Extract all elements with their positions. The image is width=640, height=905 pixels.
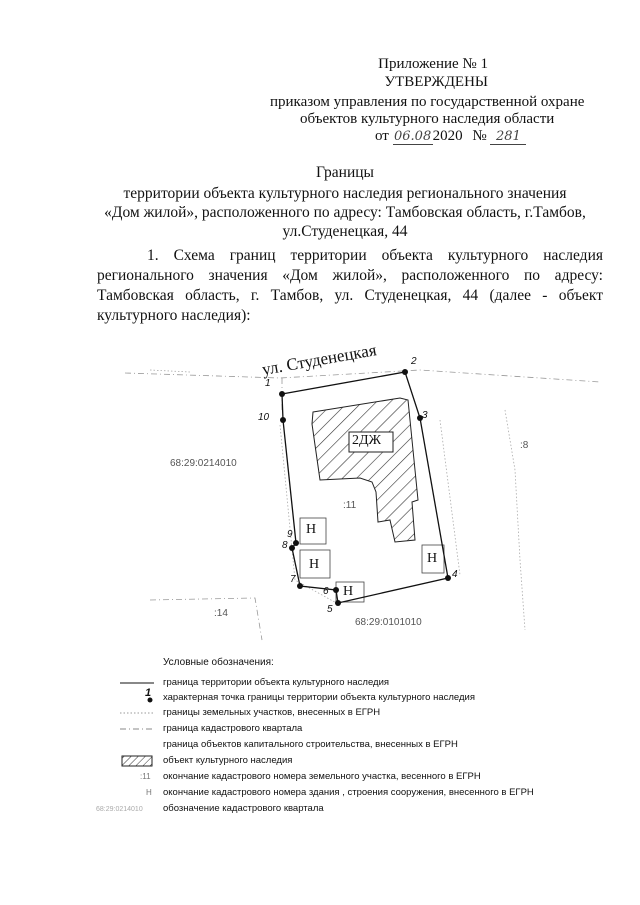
legend-row-heritage-object [118, 755, 598, 767]
building-n-3-label: Н [343, 584, 354, 599]
point-8-label: 8 [282, 540, 288, 551]
paragraph-1 [97, 246, 603, 326]
heritage-building-main [312, 398, 418, 542]
cadastral-quarter-left: 68:29:0214010 [170, 458, 237, 469]
parcel-8: :8 [520, 440, 529, 451]
legend-text-parcels: границы земельных участков, внесенных в ЕГРН [163, 707, 381, 718]
building-n-4-label: Н [427, 551, 438, 566]
paragraph-line-2: регионального значения «Дом жилой», расположенного по адресу: [97, 267, 603, 284]
legend-row-parcel-number [118, 771, 598, 783]
legend-point-num: 1 [145, 687, 152, 699]
title-line-4: ул.Студенецкая, 44 [282, 223, 408, 240]
legend-row-quarter [118, 723, 598, 735]
paragraph-line-4: культурного наследия): [97, 307, 251, 324]
point-5-label: 5 [327, 604, 333, 615]
paragraph-line-3: Тамбовская область, г. Тамбов, ул. Студенецкая, 44 (далее - объект [97, 287, 603, 304]
date-prefix: от [375, 128, 389, 144]
legend-text-quarter-label: обозначение кадастрового квартала [163, 803, 324, 814]
point-4-label: 4 [452, 569, 458, 580]
order-line-1: приказом управления по государственной охране [270, 94, 585, 110]
point-3-label: 3 [422, 410, 428, 421]
legend-row-buildings [118, 739, 598, 751]
legend-row-quarter-label [96, 803, 598, 815]
parcel-boundary-icon [118, 707, 156, 719]
number-handwritten: 281 [490, 129, 526, 145]
order-line-2: объектов культурного наследия области [300, 111, 555, 127]
legend-text-heritage-object: объект культурного наследия [163, 755, 293, 766]
paragraph-line-1: 1. Схема границ территории объекта культурного наследия [147, 247, 603, 264]
legend-building-symbol: Н [146, 788, 152, 797]
point-2-label: 2 [411, 356, 417, 367]
legend-text-buildings: граница объектов капитального строительства, внесенных в ЕГРН [163, 739, 458, 750]
title-line-2: территории объекта культурного наследия регионального значения [123, 185, 567, 202]
legend-quarter-symbol: 68:29:0214010 [96, 806, 143, 813]
legend-text-quarter: граница кадастрового квартала [163, 723, 303, 734]
point-9-label: 9 [287, 529, 293, 540]
parcel-14: :14 [214, 608, 228, 619]
number-sign: № [472, 128, 487, 144]
legend-text-point: характерная точка границы территории объекта культурного наследия [163, 692, 475, 703]
legend-row-territory [118, 677, 598, 689]
point-6-label: 6 [323, 586, 329, 597]
point-10-label: 10 [258, 412, 270, 423]
title-line-1: Границы [316, 164, 374, 181]
parcel-11: :11 [343, 500, 357, 511]
legend-parcel-symbol: :11 [140, 772, 151, 781]
legend-title: Условные обозначения: [163, 657, 274, 668]
approval-header [260, 55, 580, 91]
year: 2020 [432, 128, 463, 144]
legend-row-parcels [118, 707, 598, 719]
date-handwritten: 06.08 [394, 129, 432, 144]
document-title [60, 163, 630, 241]
legend-text-territory: граница территории объекта культурного наследия [163, 677, 390, 688]
building-n-1-label: Н [306, 522, 317, 537]
appendix-label: Приложение № 1 [378, 56, 488, 72]
legend-row-building-number [118, 787, 598, 799]
building-n-2-label: Н [309, 557, 320, 572]
building-main-label: 2ДЖ [352, 433, 382, 448]
heritage-object-icon [118, 755, 156, 767]
title-line-3: «Дом жилой», расположенного по адресу: Тамбовская область, г.Тамбов, [104, 204, 586, 221]
legend [96, 657, 618, 827]
point-1-label: 1 [265, 378, 271, 389]
street-label: ул. Студенецкая [260, 340, 378, 380]
point-7-label: 7 [290, 574, 296, 585]
legend-text-parcel-number: окончание кадастрового номера земельного участка, весенного в ЕГРН [163, 771, 481, 782]
order-date-line [375, 128, 526, 145]
quarter-boundary-icon [118, 723, 156, 735]
legend-text-building-number: окончание кадастрового номера здания , строения сооружения, внесенного в ЕГРН [163, 787, 534, 798]
cadastral-quarter-bottom: 68:29:0101010 [355, 617, 422, 628]
legend-row-point [118, 687, 598, 704]
site-plan [0, 340, 640, 650]
approved-label: УТВЕРЖДЕНЫ [384, 74, 488, 90]
